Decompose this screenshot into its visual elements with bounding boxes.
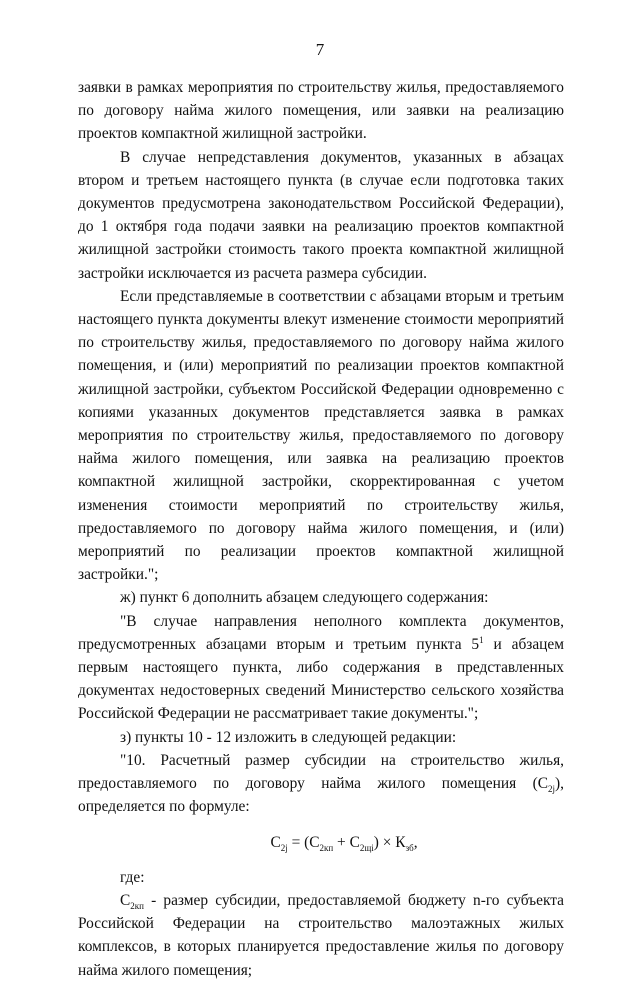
formula-k-sub: зб (405, 842, 414, 853)
formula-lhs: С (270, 833, 281, 851)
formula-term1-sub: 2кп (319, 842, 334, 853)
document-body (78, 76, 564, 982)
paragraph-incomplete-set-text-a: "В случае направления неполного комплекта документов, предусмотренных абзацами вторым и третьим пункта 5 (78, 612, 564, 653)
superscript-one: 1 (479, 634, 484, 645)
definition-symbol: С (120, 891, 131, 909)
formula-eq: = (С (287, 833, 320, 851)
paragraph-continuation: заявки в рамках мероприятия по строительству жилья, предоставляемого по договору найма жилого помещения, или заявки на реализацию проектов компактной жилищной застройки. (78, 79, 564, 143)
paragraph-cost-change: Если представляемые в соответствии с абзацами вторым и третьим настоящего пункта документы влекут изменение стоимости мероприятий по строительству жилья, предоставляемого по договору найма жилого помещения, и (или) мероприятий по реализации проектов компактной жилищной застройки, субъектом Российской Федерации одновременно с копиями указанных документов представляется заявка в рамках мероприятия по строительству жилья, предоставляемого по договору найма жилого помещения, или заявка на реализацию проектов компактной жилищной застройки, скорректированная с учетом изменения стоимости мероприятий по строительству жилья, предоставляемого по договору найма жилого помещения, и (или) мероприятий по реализации проектов компактной жилищной застройки."; (78, 287, 564, 584)
subscript-2j: 2j (548, 784, 556, 795)
formula-lhs-sub: 2j (280, 842, 288, 853)
paragraph-where: где: (120, 868, 145, 886)
paragraph-incomplete-set-text-b: и абзацем первым настоящего пункта, либо содержания в представленных документах недостоверных сведений Министерство сельского хозяйства Российской Федерации не рассматривает такие документы."; (78, 635, 564, 723)
formula-close: ) × К (373, 833, 406, 851)
formula-plus: + С (333, 833, 360, 851)
paragraph-incomplete-set (78, 610, 564, 726)
formula (78, 831, 564, 854)
paragraph-definition (78, 889, 564, 982)
definition-symbol-sub: 2кп (130, 900, 144, 911)
paragraph-nonsubmission: В случае непредставления документов, указанных в абзацах втором и третьем настоящего пункта (в случае если подготовка таких документов предусмотрена законодательством Российской Федерации), до 1 октября года подачи заявки на реализацию проектов компактной жилищной застройки стоимость такого проекта компактной жилищной застройки исключается из расчета размера субсидии. (78, 148, 564, 282)
paragraph-point-10 (78, 749, 564, 819)
formula-end: , (413, 833, 418, 851)
paragraph-point-10-text-a: "10. Расчетный размер субсидии на строительство жилья, предоставляемого по договору найма жилого помещения (С (78, 751, 564, 793)
paragraph-point-10-text-b: ), определяется по формуле: (78, 775, 564, 816)
paragraph-item-z: з) пункты 10 - 12 изложить в следующей редакции: (120, 728, 457, 746)
paragraph-item-zh: ж) пункт 6 дополнить абзацем следующего содержания: (120, 589, 489, 607)
definition-text: - размер субсидии, предоставляемой бюджету n-го субъекта Российской Федерации на строительство малоэтажных жилых комплексов, в которых планируется предоставление жилья по договору найма жилого помещения; (78, 891, 564, 979)
page-number: 7 (315, 40, 325, 59)
formula-term2-sub: 2щі (359, 842, 374, 853)
